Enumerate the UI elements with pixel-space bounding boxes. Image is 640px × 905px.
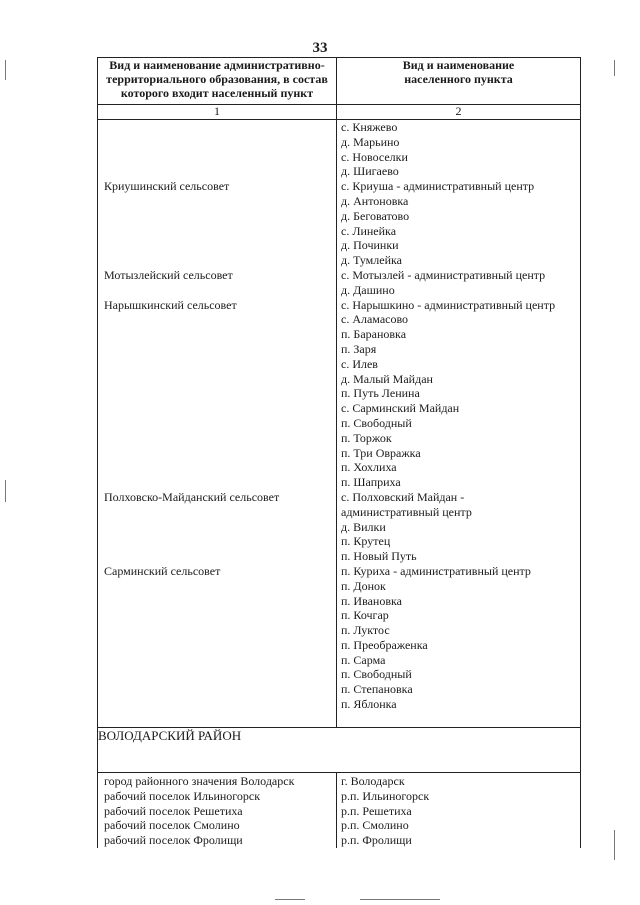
scan-artifact (614, 60, 615, 76)
block-settlement-name: п. Куриха - административный центр (341, 563, 531, 578)
volodarsky-settlement-name: р.п. Фролищи (341, 833, 412, 848)
section-row (98, 728, 581, 773)
block-settlement-name: п. Луктос (341, 623, 390, 638)
volodarsky-settlement-name: р.п. Ильиногорск (341, 788, 430, 803)
volodarsky-settlement-name: р.п. Смолино (341, 818, 409, 833)
block-unit-name (104, 209, 332, 224)
block-unit-name (104, 594, 332, 609)
header-col2: Вид и наименование населенного пункта (337, 58, 581, 105)
block-settlement-name: п. Степановка (341, 682, 413, 697)
block-unit-name: Полховско-Майданский сельсовет (104, 489, 280, 504)
scan-artifact (275, 899, 305, 900)
scan-artifact (5, 480, 6, 502)
block-unit-name: Сарминский сельсовет (104, 563, 221, 578)
block-unit-name (104, 164, 332, 179)
block-settlement-name: п. Барановка (341, 327, 407, 342)
block-settlement-name: с. Мотызлей - административный центр (341, 267, 546, 282)
block-unit-name: Мотызлейский сельсовет (104, 267, 233, 282)
volodarsky-unit-name: рабочий поселок Решетиха (104, 803, 243, 818)
block-unit-name (104, 342, 332, 357)
volodarsky-unit-name: рабочий поселок Фролищи (104, 833, 243, 848)
block-unit-name (104, 460, 332, 475)
block-settlement-name: с. Княжево (341, 120, 398, 134)
block-settlement-name: д. Тумлейка (341, 253, 402, 268)
block-settlement-name: п. Преображенка (341, 637, 428, 652)
block-settlement-name: п. Новый Путь (341, 549, 417, 564)
block-settlement-name: д. Вилки (341, 519, 386, 534)
block-unit-name: Криушинский сельсовет (104, 179, 230, 194)
block-unit-name (104, 431, 332, 446)
block-unit-name (104, 416, 332, 431)
scan-artifact (5, 60, 6, 80)
block-settlement-name: п. Ивановка (341, 593, 402, 608)
section-title: ВОЛОДАРСКИЙ РАЙОН (98, 728, 581, 773)
col2-number: 2 (337, 105, 581, 120)
block-settlement-name: п. Кочгар (341, 608, 389, 623)
block-settlement-name: административный центр (341, 504, 472, 519)
volodarsky-unit-name: рабочий поселок Смолино (104, 818, 240, 833)
block-settlement-name: д. Марьино (341, 134, 400, 149)
block-unit-name (104, 520, 332, 535)
scan-artifact (614, 830, 615, 860)
block-settlement-name: п. Сарма (341, 652, 386, 667)
block-unit-name (104, 135, 332, 150)
block-unit-name (104, 150, 332, 165)
block-unit-name (104, 357, 332, 372)
block-settlement-name: с. Сарминский Майдан (341, 401, 460, 416)
settlement-list (337, 120, 580, 712)
block-settlement-name: с. Илев (341, 356, 378, 371)
block-unit-name (104, 623, 332, 638)
volodarsky-unit-name: город районного значения Володарск (104, 774, 295, 788)
block-unit-name (104, 386, 332, 401)
block-settlement-name: с. Полховский Майдан - (341, 489, 465, 504)
volodarsky-settlement-list (337, 773, 580, 848)
block-settlement-name: с. Нарышкино - административный центр (341, 297, 556, 312)
volodarsky-settlement-name: г. Володарск (341, 774, 405, 788)
column-number-row (98, 105, 581, 120)
header-col1: Вид и наименование административно-территориального образования, в состав которого входит населенный пункт (98, 58, 337, 105)
block-settlement-name: с. Новоселки (341, 149, 408, 164)
volodarsky-unit-name: рабочий поселок Ильиногорск (104, 788, 261, 803)
block-settlement-name: п. Три Овражка (341, 445, 421, 460)
block-unit-name (104, 667, 332, 682)
block-unit-name (104, 194, 332, 209)
block-unit-name (104, 446, 332, 461)
col1-number: 1 (98, 105, 337, 120)
block-settlement-name: с. Криуша - административный центр (341, 179, 535, 194)
block-unit-name (104, 253, 332, 268)
block-unit-name (104, 283, 332, 298)
block-unit-name (104, 224, 332, 239)
block-settlement-name: д. Починки (341, 238, 399, 253)
block-unit-name (104, 327, 332, 342)
block-settlement-name: п. Яблонка (341, 697, 397, 712)
table-header-row (98, 58, 581, 105)
block-settlement-name: п. Крутец (341, 534, 391, 549)
block-unit-name (104, 534, 332, 549)
block-unit-name (104, 238, 332, 253)
page-number: 33 (312, 40, 328, 56)
block-unit-name (104, 372, 332, 387)
block-unit-name: Нарышкинский сельсовет (104, 297, 237, 312)
block-settlement-name: п. Свободный (341, 667, 412, 682)
block-unit-name (104, 579, 332, 594)
block-unit-name (104, 312, 332, 327)
block-unit-name (104, 120, 332, 135)
block-settlement-name: п. Шаприха (341, 475, 401, 490)
block-settlement-name: п. Торжок (341, 430, 392, 445)
district-list (98, 120, 336, 712)
block-unit-name (104, 638, 332, 653)
block-unit-name (104, 653, 332, 668)
block-settlement-name: п. Заря (341, 341, 377, 356)
block-settlement-name: д. Антоновка (341, 193, 409, 208)
block-settlement-name: п. Донок (341, 578, 386, 593)
block-unit-name (104, 505, 332, 520)
block-settlement-name: д. Беговатово (341, 208, 410, 223)
volodarsky-unit-list (98, 773, 336, 848)
settlements-table (97, 57, 581, 848)
block-settlement-name: с. Аламасово (341, 312, 409, 327)
block-settlement-name: д. Шигаево (341, 164, 399, 179)
block-settlement-name: п. Свободный (341, 415, 412, 430)
block-settlement-name: п. Хохлиха (341, 460, 397, 475)
block-unit-name (104, 682, 332, 697)
block-unit-name (104, 475, 332, 490)
volodarsky-block-row (98, 773, 581, 848)
settlements-block-row (98, 120, 581, 728)
volodarsky-settlement-name: р.п. Решетиха (341, 803, 412, 818)
block-settlement-name: д. Малый Майдан (341, 371, 433, 386)
block-unit-name (104, 608, 332, 623)
scan-artifact (360, 899, 440, 900)
block-unit-name (104, 549, 332, 564)
block-unit-name (104, 697, 332, 712)
block-settlement-name: п. Путь Ленина (341, 386, 420, 401)
block-settlement-name: с. Линейка (341, 223, 397, 238)
block-unit-name (104, 401, 332, 416)
block-settlement-name: д. Дашино (341, 282, 395, 297)
